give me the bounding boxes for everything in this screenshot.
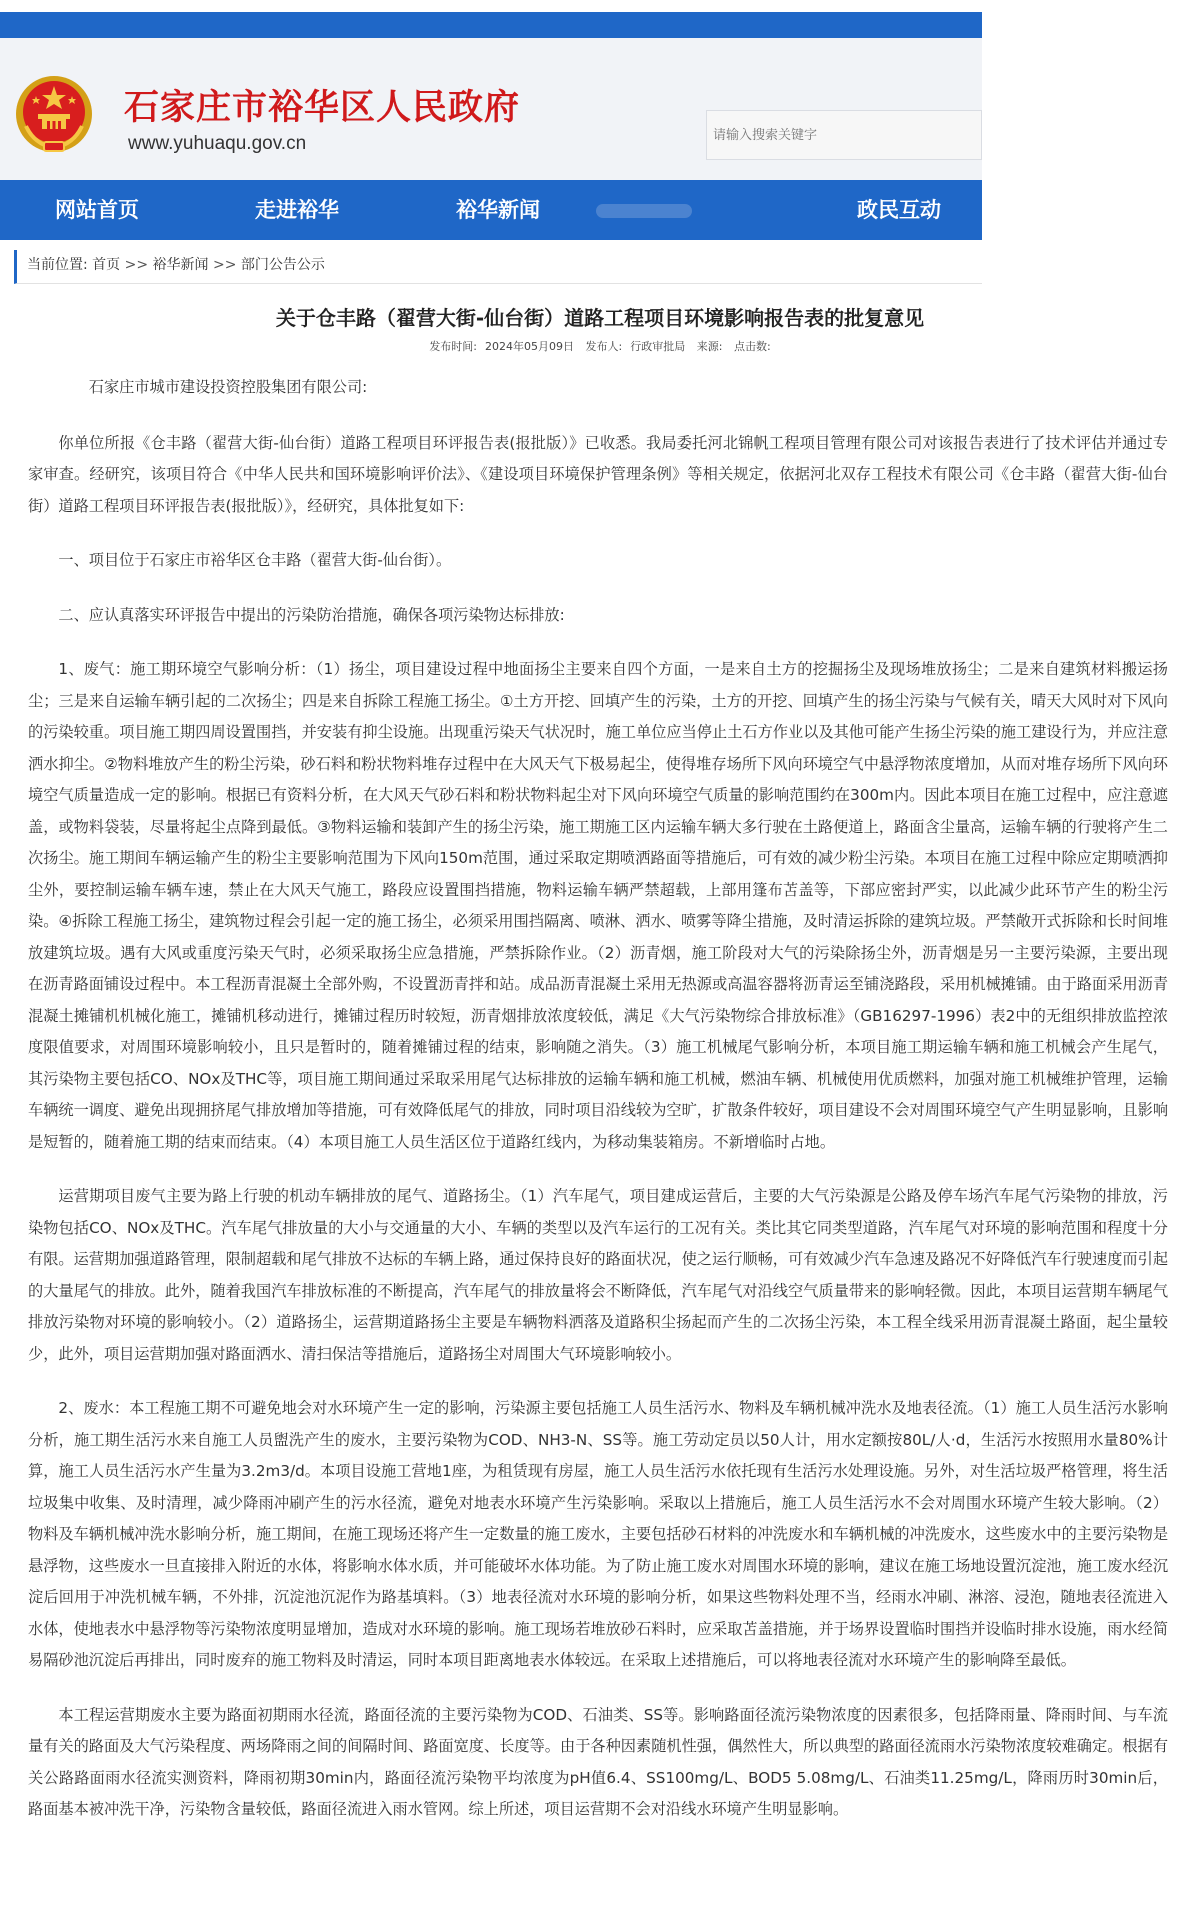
source-label: 来源: <box>696 340 723 353</box>
breadcrumb-separator: >> <box>213 257 237 273</box>
paragraph: 2、废水：本工程施工期不可避免地会对水环境产生一定的影响，污染源主要包括施工人员生活污水、物料及车辆机械冲洗水及地表径流。（1）施工人员生活污水影响分析，施工期生活污水来自施工人员盥洗产生的废水，主要污染物为COD、NH3-N、SS等。施工劳动定员以50人计，用水定额按80L/人·d，生活污水按照用水量80%计算，施工人员生活污水产生量为3.2m3/d。本项目设施工营地1座，为租赁现有房屋，施工人员生活污水依托现有生活污水处理设施。另外，对生活垃圾严格管理，将生活垃圾集中收集、及时清理，减少降雨冲刷产生的污水径流，避免对地表水环境产生污染影响。采取以上措施后，施工人员生活污水不会对周围水环境产生较大影响。（2）物料及车辆机械冲洗水影响分析，施工期间，在施工现场还将产生一定数量的施工废水，主要包括砂石材料的冲洗废水和车辆机械的冲洗废水，这些废水中的主要污染物是悬浮物，这些废水一旦直接排入附近的水体，将影响水体水质，并可能破坏水体功能。为了防止施工废水对周围水环境的影响，建议在施工场地设置沉淀池，施工废水经沉淀后回用于冲洗机械车辆，不外排，沉淀池沉泥作为路基填料。（3）地表径流对水环境的影响分析，如果这些物料处理不当，经雨水冲刷、淋溶、浸泡，随地表径流进入水体，使地表水中悬浮物等污染物浓度明显增加，造成对水环境的影响。施工现场若堆放砂石料时，应采取苫盖措施，并于场界设置临时围挡并设临时排水设施，雨水经简易隔砂池沉淀后再排出，同时废弃的施工物料及时清运，同时本项目距离地表水体较远。在采取上述措施后，可以将地表径流对水环境产生的影响降至最低。 <box>28 1399 1168 1669</box>
breadcrumb-label: 当前位置: <box>27 257 88 273</box>
addressee: 石家庄市城市建设投资控股集团有限公司: <box>88 378 368 396</box>
paragraph: 二、应认真落实环评报告中提出的污染防治措施，确保各项污染物达标排放: <box>58 605 565 624</box>
top-bar <box>0 12 982 38</box>
national-emblem-icon[interactable] <box>14 74 94 154</box>
paragraph: 一、项目位于石家庄市裕华区仓丰路（翟营大街-仙台街）。 <box>58 551 452 569</box>
article-title: 关于仓丰路（翟营大街-仙台街）道路工程项目环境影响报告表的批复意见 <box>275 306 925 330</box>
nav-item-news[interactable]: 裕华新闻 <box>456 198 540 222</box>
breadcrumb-current[interactable]: 部门公告公示 <box>240 257 325 273</box>
paragraph: 本工程运营期废水主要为路面初期雨水径流，路面径流的主要污染物为COD、石油类、SS等。影响路面径流污染物浓度的因素很多，包括降雨量、降雨时间、与车流量有关的路面及大气污染程度、两场降雨之间的间隔时间、路面宽度、长度等。由于各种因素随机性强，偶然性大，所以典型的路面径流雨水污染物浓度较难确定。根据有关公路路面雨水径流实测资料，降雨初期30min内，路面径流污染物平均浓度为pH值6.4、SS100mg/L、BOD5 5.08mg/L、石油类11.25mg/L，降雨历时30min后，路面基本被冲洗干净，污染物含量较低，路面径流进入雨水管网。综上所述，项目运营期不会对沿线水环境产生明显影响。 <box>28 1705 1168 1818</box>
search-input[interactable] <box>706 110 982 160</box>
breadcrumb-separator: >> <box>124 257 149 273</box>
site-title[interactable]: 石家庄市裕华区人民政府 <box>124 87 521 128</box>
publisher-label: 发布人: <box>585 340 623 353</box>
nav-item-about[interactable]: 走进裕华 <box>255 198 339 222</box>
breadcrumb <box>14 250 982 284</box>
breadcrumb-news[interactable]: 裕华新闻 <box>152 257 209 273</box>
publisher-value: 行政审批局 <box>630 340 686 353</box>
paragraph: 运营期项目废气主要为路上行驶的机动车辆排放的尾气、道路扬尘。（1）汽车尾气，项目建成运营后，主要的大气污染源是公路及停车场汽车尾气污染物的排放，污染物包括CO、NOx及THC。汽车尾气排放量的大小与交通量的大小、车辆的类型以及汽车运行的工况有关。类比其它同类型道路，汽车尾气对环境的影响范围和程度十分有限。运营期加强道路管理，限制超载和尾气排放不达标的车辆上路，通过保持良好的路面状况，使之运行顺畅，可有效减少汽车急速及路况不好降低汽车行驶速度而引起的大量尾气的排放。此外，随着我国汽车排放标准的不断提高，汽车尾气的排放量将会不断降低，汽车尾气对沿线空气质量带来的影响轻微。因此，本项目运营期车辆尾气排放污染物对环境的影响较小。（2）道路扬尘，运营期道路扬尘主要是车辆物料洒落及道路积尘扬起而产生的二次扬尘污染，本工程全线采用沥青混凝土路面，起尘量较少，此外，项目运营期加强对路面洒水、清扫保洁等措施后，道路扬尘对周围大气环境影响较小。 <box>28 1187 1168 1363</box>
nav-item-interaction[interactable]: 政民互动 <box>857 198 941 222</box>
paragraph: 1、废气：施工期环境空气影响分析：（1）扬尘，项目建设过程中地面扬尘主要来自四个方面，一是来自土方的挖掘扬尘及现场堆放扬尘；二是来自建筑材料搬运扬尘；三是来自运输车辆引起的二次扬尘；四是来自拆除工程施工扬尘。①土方开挖、回填产生的污染，土方的开挖、回填产生的扬尘污染与气候有关，晴天大风时对下风向的污染较重。项目施工期四周设置围挡，并安装有抑尘设施。出现重污染天气状况时，施工单位应当停止土石方作业以及其他可能产生扬尘污染的施工建设行为，并应注意洒水抑尘。②物料堆放产生的粉尘污染，砂石料和粉状物料堆存过程中在大风天气下极易起尘，使得堆存场所下风向环境空气中悬浮物浓度增加，从而对堆存场所下风向环境空气质量造成一定的影响。根据已有资料分析，在大风天气砂石料和粉状物料起尘对下风向环境空气质量的影响范围约在300m内。因此本项目在施工过程中，应注意遮盖，或物料袋装，尽量将起尘点降到最低。③物料运输和装卸产生的扬尘污染，施工期施工区内运输车辆大多行驶在土路便道上，路面含尘量高，运输车辆的行驶将产生二次扬尘。施工期间车辆运输产生的粉尘主要影响范围为下风向150m范围，通过采取定期喷洒路面等措施后，可有效的减少粉尘污染。本项目在施工过程中除应定期喷洒抑尘外，要控制运输车辆车速，禁止在大风天气施工，路段应设置围挡措施，物料运输车辆严禁超载，上部用篷布苫盖等，下部应密封严实，以此减少此环节产生的粉尘污染。④拆除工程施工扬尘，建筑物过程会引起一定的施工扬尘，必须采用围挡隔离、喷淋、洒水、喷雾等降尘措施，及时清运拆除的建筑垃圾。严禁敞开式拆除和长时间堆放建筑垃圾。遇有大风或重度污染天气时，必须采取扬尘应急措施，严禁拆除作业。（2）沥青烟，施工阶段对大气的污染除扬尘外，沥青烟是另一主要污染源，主要出现在沥青路面铺设过程中。本工程沥青混凝土全部外购，不设置沥青拌和站。成品沥青混凝土采用无热源或高温容器将沥青运至铺浇路段，采用机械摊铺。由于路面采用沥青混凝土摊铺机机械化施工，摊铺机移动进行，摊铺过程历时较短，沥青烟排放浓度较低，满足《大气污染物综合排放标准》（GB16297-1996）表2中的无组织排放监控浓度限值要求，对周围环境影响较小，且只是暂时的，随着摊铺过程的结束，影响随之消失。（3）施工机械尾气影响分析，本项目施工期运输车辆和施工机械会产生尾气，其污染物主要包括CO、NOx及THC等，项目施工期间通过采取采用尾气达标排放的运输车辆和施工机械，燃油车辆、机械使用优质燃料，加强对施工机械维护管理，运输车辆统一调度、避免出现拥挤尾气排放增加等措施，可有效降低尾气的排放，同时项目沿线较为空旷，扩散条件较好，项目建设不会对周围环境空气产生明显影响，且影响是短暂的，随着施工期的结束而结束。（4）本项目施工人员生活区位于道路红线内，为移动集装箱房。不新增临时占地。 <box>28 660 1168 1151</box>
nav-item-obscured <box>596 204 692 218</box>
nav-item-home[interactable]: 网站首页 <box>55 198 139 222</box>
paragraph: 你单位所报《仓丰路（翟营大街-仙台街）道路工程项目环评报告表(报批版）》已收悉。我局委托河北锦帆工程项目管理有限公司对该报告表进行了技术评估并通过专家审查。经研究，该项目符合《中华人民共和国环境影响评价法》、《建设项目环境保护管理条例》等相关规定，依据河北双存工程技术有限公司《仓丰路（翟营大街-仙台街）道路工程项目环评报告表(报批版）》，经研究，具体批复如下: <box>28 433 1168 515</box>
clicks-label: 点击数: <box>733 340 771 353</box>
article-meta <box>0 338 1200 354</box>
publish-date: 2024年05月09日 <box>485 340 575 353</box>
publish-label: 发布时间: <box>429 340 478 353</box>
breadcrumb-home[interactable]: 首页 <box>92 257 121 273</box>
site-url[interactable]: www.yuhuaqu.gov.cn <box>128 133 307 154</box>
main-nav <box>0 180 982 240</box>
article-body <box>28 372 1168 1849</box>
